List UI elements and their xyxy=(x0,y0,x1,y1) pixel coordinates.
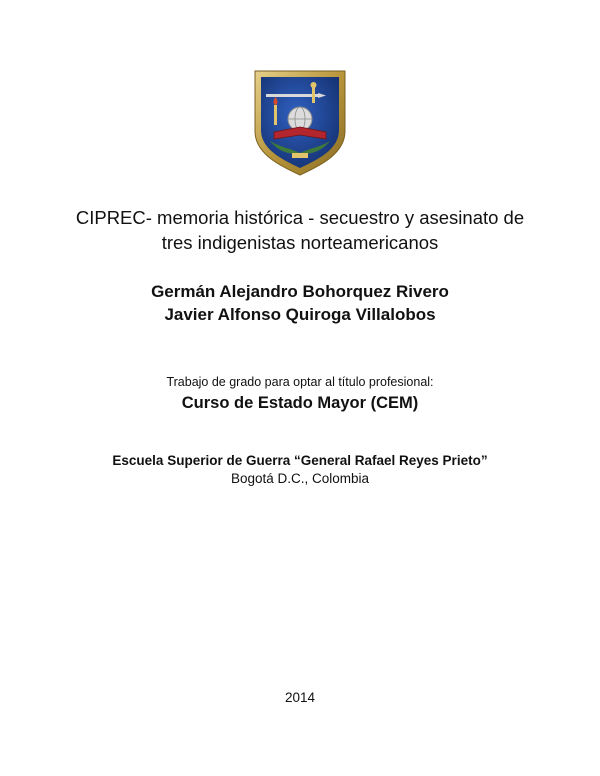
author-1: Germán Alejandro Bohorquez Rivero xyxy=(151,282,449,301)
degree-name: Curso de Estado Mayor (CEM) xyxy=(181,394,419,412)
author-2: Javier Alfonso Quiroga Villalobos xyxy=(164,305,436,324)
publication-year: 2014 xyxy=(284,690,316,705)
title-line-1: CIPREC- memoria histórica - secuestro y asesinato de xyxy=(75,207,525,228)
degree-intro-text: Trabajo de grado para optar al título profesional: xyxy=(166,375,434,389)
title-line-2: tres indigenistas norteamericanos xyxy=(161,232,439,253)
crest-icon xyxy=(252,69,348,177)
city-location: Bogotá D.C., Colombia xyxy=(230,471,370,486)
authors xyxy=(0,280,600,326)
thesis-title xyxy=(0,205,600,255)
institution-name: Escuela Superior de Guerra “General Rafael Reyes Prieto” xyxy=(112,453,488,468)
